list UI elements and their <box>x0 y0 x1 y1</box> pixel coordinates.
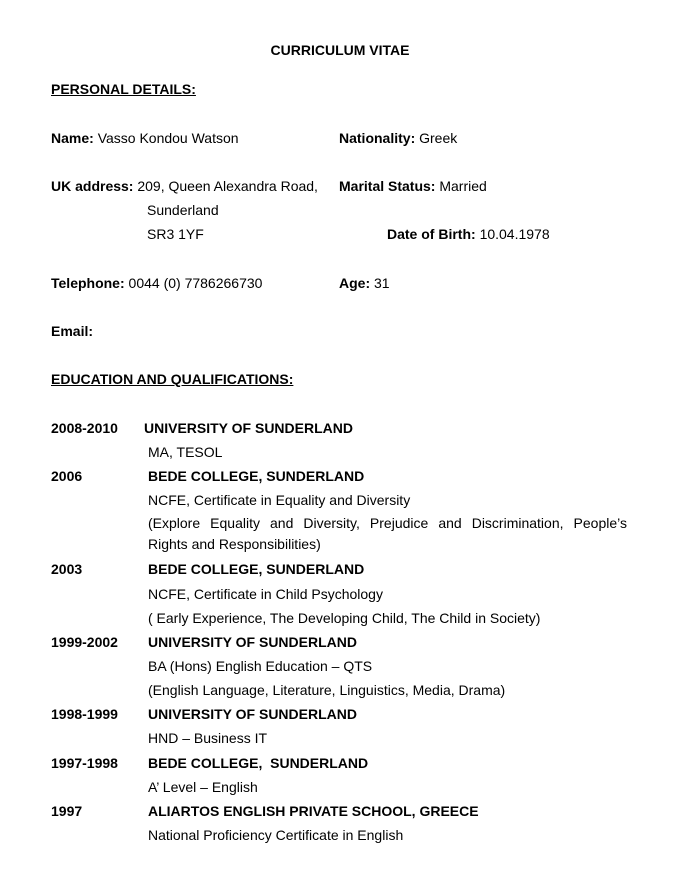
education-qualification: NCFE, Certificate in Child Psychology <box>148 586 383 602</box>
education-years: 2006 <box>51 468 83 484</box>
age-field <box>339 275 390 292</box>
document-title: CURRICULUM VITAE <box>270 42 410 58</box>
education-qualification: A’ Level – English <box>148 779 258 795</box>
education-years: 2003 <box>51 561 83 577</box>
age-value: 31 <box>374 275 390 291</box>
marital-value: Married <box>439 178 487 194</box>
address-line3: SR3 1YF <box>147 226 204 242</box>
telephone-value: 0044 (0) 7786266730 <box>128 275 263 291</box>
education-years: 1997-1998 <box>51 755 118 771</box>
email-label: Email: <box>51 323 94 339</box>
education-years: 1997 <box>51 803 83 819</box>
education-institution: BEDE COLLEGE, SUNDERLAND <box>148 755 369 771</box>
nationality-value: Greek <box>419 130 458 146</box>
age-label: Age: <box>339 275 371 291</box>
education-qualification: National Proficiency Certificate in English <box>148 827 404 843</box>
education-institution: UNIVERSITY OF SUNDERLAND <box>148 634 357 650</box>
education-details: ( Early Experience, The Developing Child, The Child in Society) <box>148 610 541 626</box>
dob-field <box>387 226 550 243</box>
address-line2: Sunderland <box>147 202 219 218</box>
address-line1: 209, Queen Alexandra Road, <box>137 178 318 194</box>
marital-label: Marital Status: <box>339 178 436 194</box>
telephone-field <box>51 275 262 292</box>
education-years: 1998-1999 <box>51 706 118 722</box>
dob-value: 10.04.1978 <box>479 226 550 242</box>
name-label: Name: <box>51 130 94 146</box>
education-institution: ALIARTOS ENGLISH PRIVATE SCHOOL, GREECE <box>148 803 479 819</box>
education-institution: UNIVERSITY OF SUNDERLAND <box>148 706 357 722</box>
name-value: Vasso Kondou Watson <box>97 130 239 146</box>
education-institution: BEDE COLLEGE, SUNDERLAND <box>148 561 365 577</box>
education-years: 2008-2010 <box>51 420 118 436</box>
marital-field <box>339 178 487 195</box>
education-details: (Explore Equality and Diversity, Prejudice and Discrimination, People’s Rights and Responsibilities) <box>148 515 627 552</box>
education-institution: UNIVERSITY OF SUNDERLAND <box>144 420 353 436</box>
education-details: (English Language, Literature, Linguistics, Media, Drama) <box>148 682 506 698</box>
nationality-field <box>339 130 457 147</box>
education-qualification: HND – Business IT <box>148 730 268 746</box>
education-qualification: BA (Hons) English Education – QTS <box>148 658 373 674</box>
education-qualification: NCFE, Certificate in Equality and Diversity <box>148 492 411 508</box>
education-years: 1999-2002 <box>51 634 118 650</box>
address-field <box>51 178 318 195</box>
name-field <box>51 130 239 147</box>
nationality-label: Nationality: <box>339 130 416 146</box>
education-heading: EDUCATION AND QUALIFICATIONS: <box>51 371 294 387</box>
telephone-label: Telephone: <box>51 275 125 291</box>
education-institution: BEDE COLLEGE, SUNDERLAND <box>148 468 365 484</box>
personal-details-heading: PERSONAL DETAILS: <box>51 81 196 97</box>
address-label: UK address: <box>51 178 134 194</box>
education-qualification: MA, TESOL <box>148 444 223 460</box>
dob-label: Date of Birth: <box>387 226 476 242</box>
